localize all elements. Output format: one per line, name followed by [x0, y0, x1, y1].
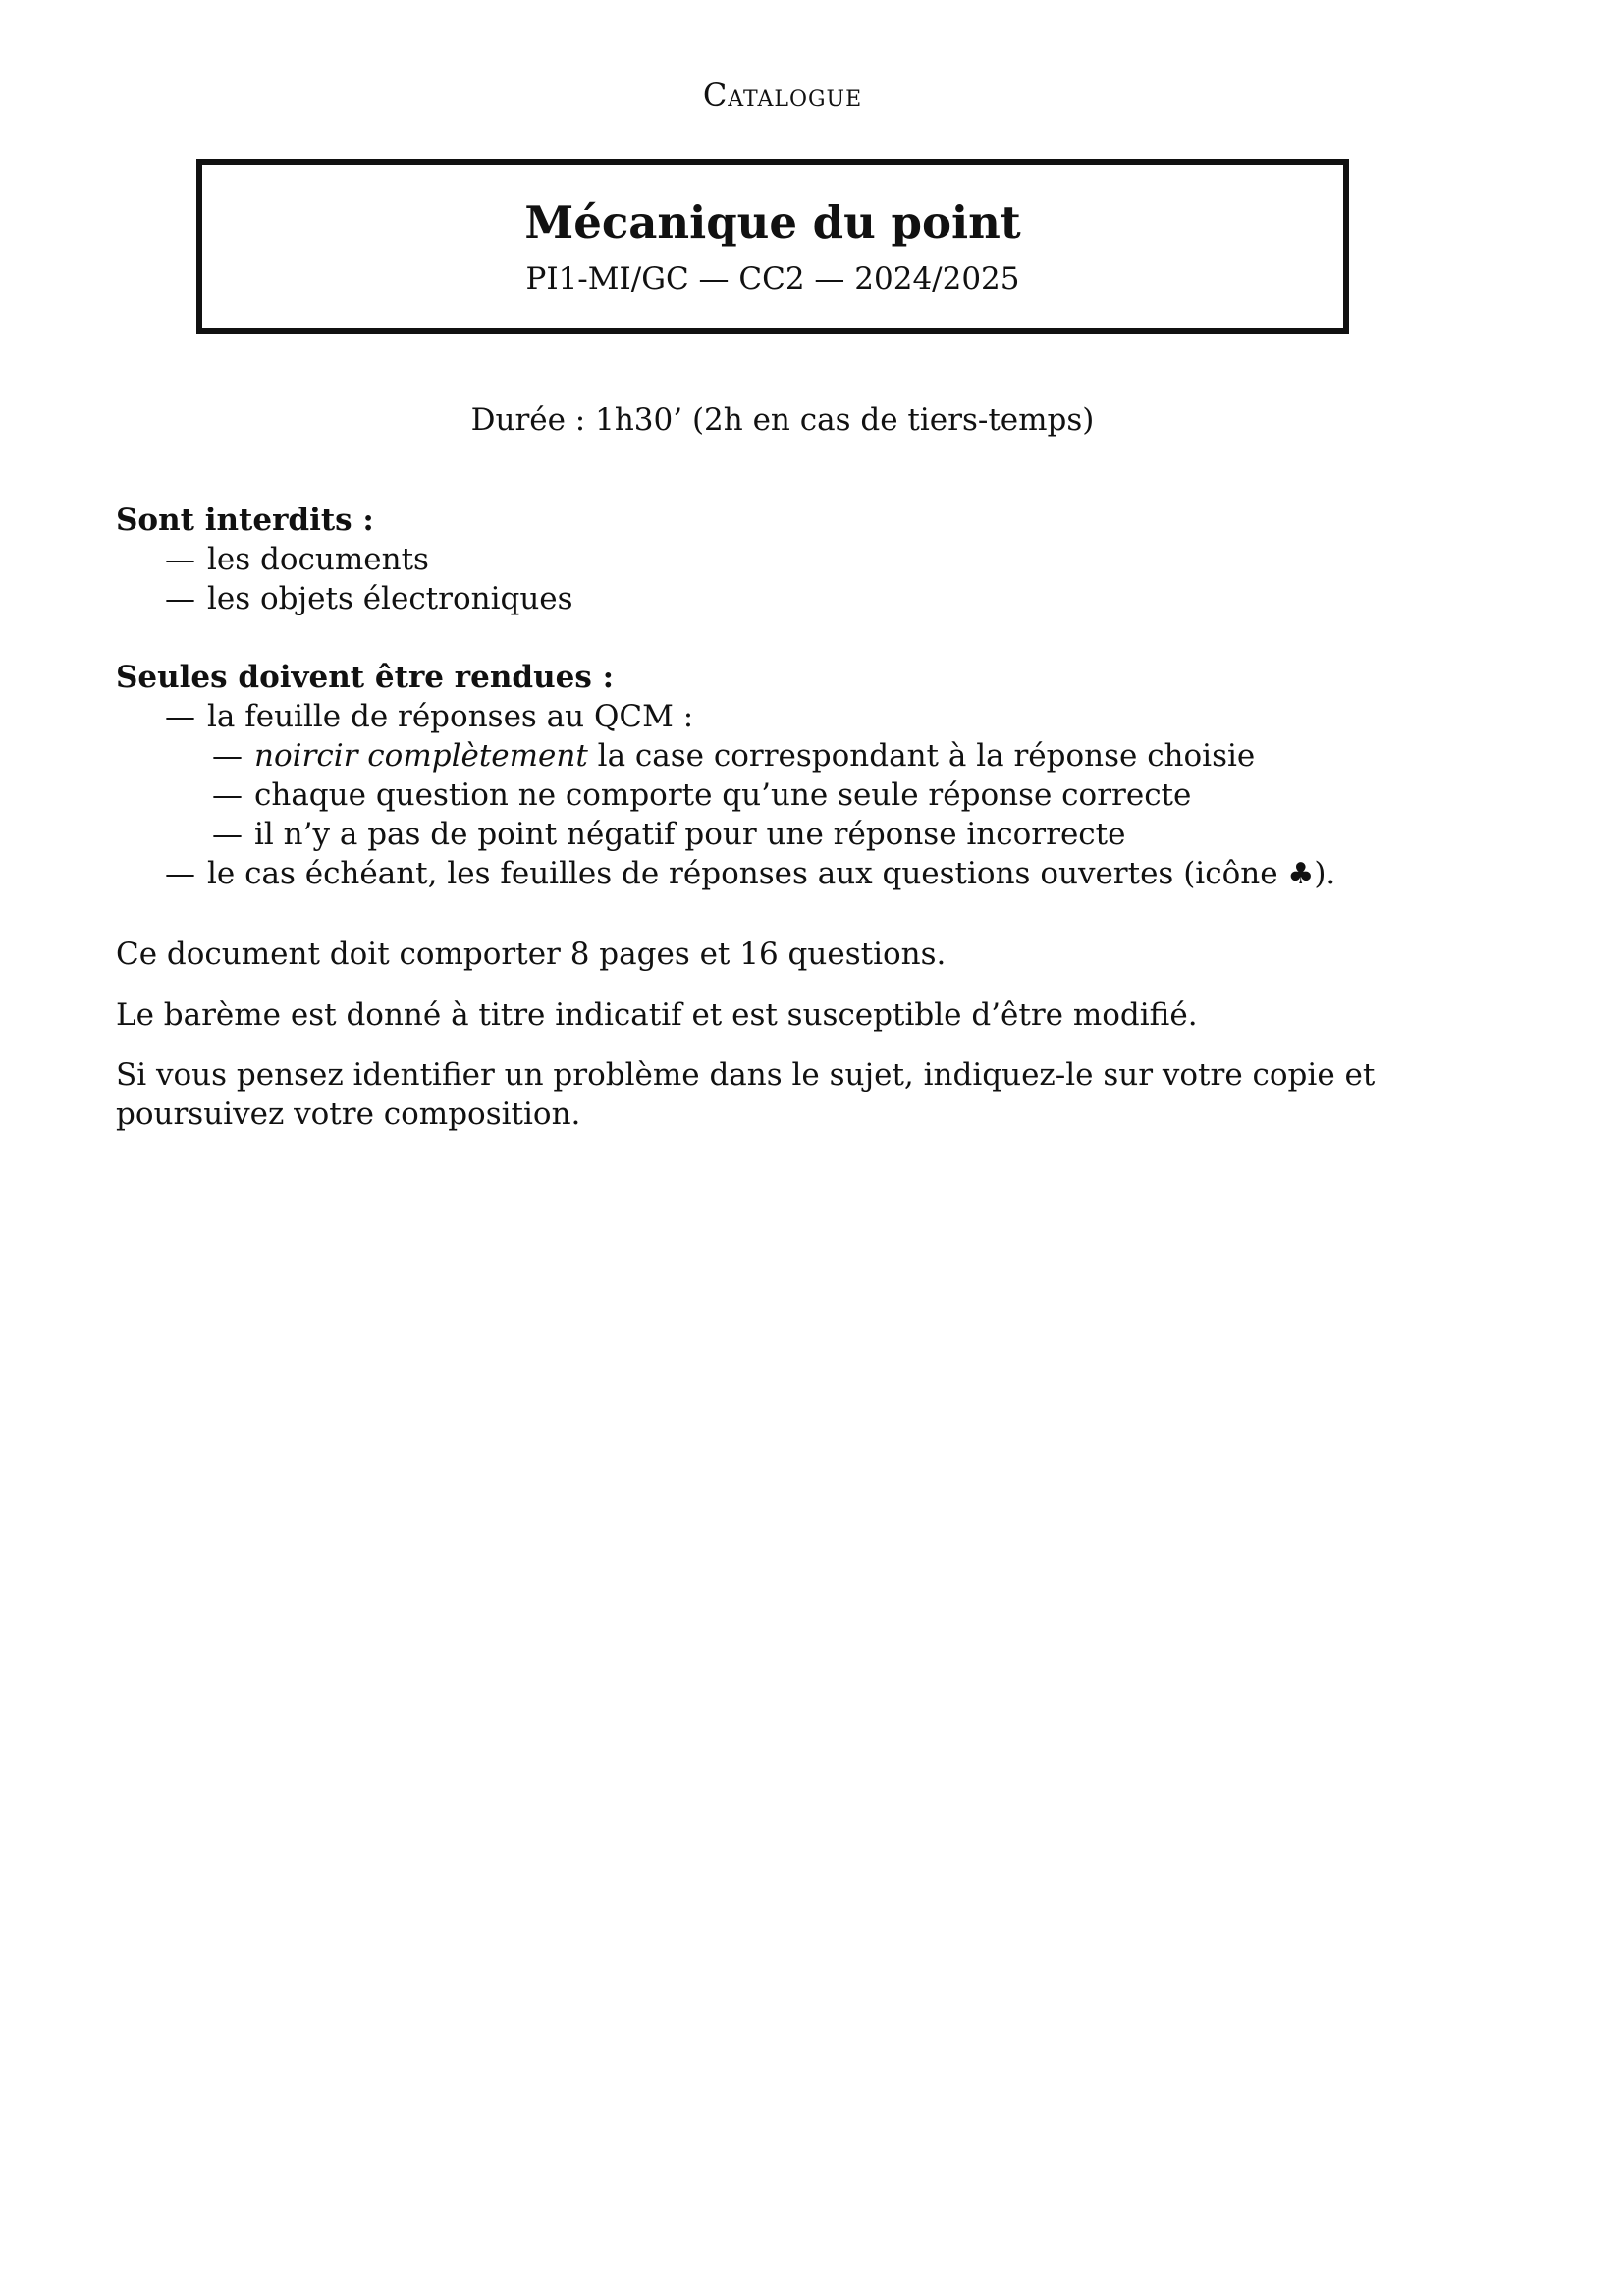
- problem-note: Si vous pensez identifier un problème dans le sujet, indiquez-le sur votre copie et poursuivez votre composition.: [116, 1057, 1376, 1132]
- list-item: [165, 540, 1451, 579]
- dash: —: [212, 817, 243, 852]
- list-item: [165, 697, 1451, 736]
- list-item: [165, 854, 1451, 894]
- forbidden-section: [116, 501, 1451, 618]
- qcm-item: la feuille de réponses au QCM :: [207, 699, 694, 734]
- qcm-emphasis: noircir complètement: [254, 738, 588, 774]
- forbidden-item-electronics: les objets électroniques: [207, 581, 573, 616]
- list-item: [165, 579, 1451, 618]
- dash: —: [165, 542, 195, 577]
- dash: —: [165, 699, 195, 734]
- dash: —: [212, 777, 243, 813]
- return-heading: Seules doivent être rendues :: [116, 660, 615, 695]
- qcm-instruction-rest: la case correspondant à la réponse choisie: [587, 738, 1256, 774]
- forbidden-item-documents: les documents: [207, 542, 429, 577]
- page-header: Catalogue: [702, 77, 863, 114]
- forbidden-heading: Sont interdits :: [116, 503, 374, 538]
- dash: —: [165, 581, 195, 616]
- document-title: Mécanique du point: [524, 196, 1021, 248]
- sub-list-item: [212, 815, 1451, 854]
- club-icon: ♣: [1287, 857, 1315, 891]
- dash: —: [165, 856, 195, 891]
- sub-list-item: [212, 736, 1451, 775]
- title-box: [196, 159, 1349, 334]
- open-item-close: ).: [1314, 856, 1336, 891]
- exam-duration: Durée : 1h30’ (2h en cas de tiers-temps): [470, 402, 1095, 438]
- qcm-single-answer: chaque question ne comporte qu’une seule réponse correcte: [254, 777, 1192, 813]
- grading-note: Le barème est donné à titre indicatif et est susceptible d’être modifié.: [116, 997, 1198, 1033]
- document-subtitle: PI1-MI/GC — CC2 — 2024/2025: [525, 260, 1020, 296]
- page-count-note: Ce document doit comporter 8 pages et 16 questions.: [116, 936, 947, 972]
- return-section: [116, 658, 1451, 894]
- notes-section: [116, 934, 1451, 974]
- dash: —: [212, 738, 243, 774]
- qcm-no-negative: il n’y a pas de point négatif pour une réponse incorrecte: [254, 817, 1126, 852]
- notes-section: [116, 1055, 1451, 1134]
- sub-list-item: [212, 775, 1451, 815]
- open-item-text: le cas échéant, les feuilles de réponses aux questions ouvertes (icône: [207, 856, 1288, 891]
- notes-section: [116, 995, 1451, 1035]
